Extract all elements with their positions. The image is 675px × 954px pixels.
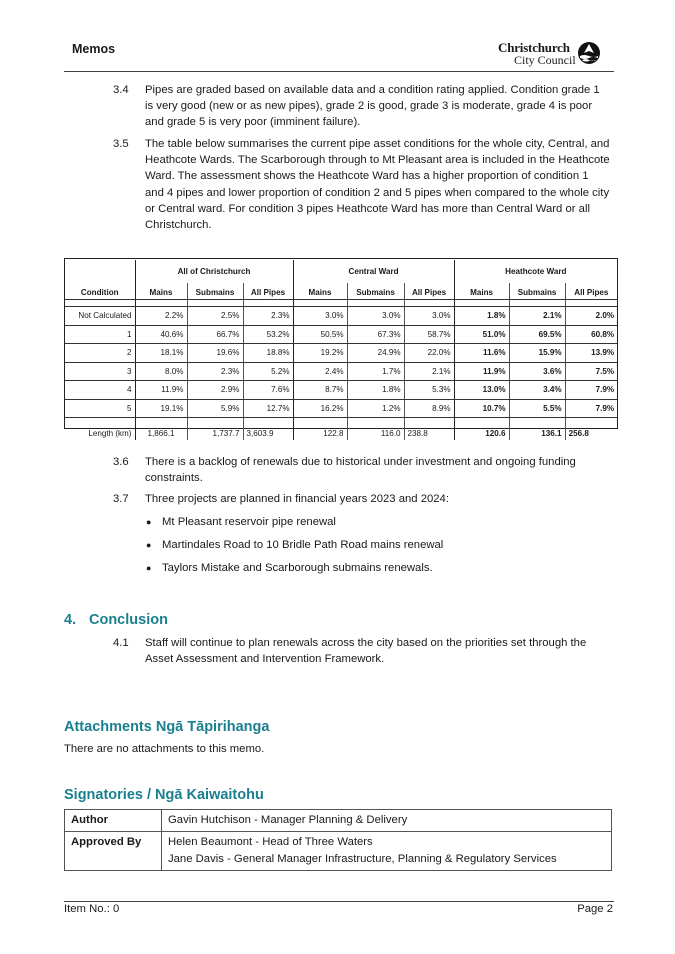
group-header: All of Christchurch bbox=[135, 260, 293, 283]
section-title: Conclusion bbox=[89, 612, 168, 628]
table-row bbox=[65, 362, 617, 381]
item-number: 4.1 bbox=[113, 637, 129, 649]
table-row bbox=[65, 344, 617, 363]
row-condition: 2 bbox=[65, 344, 135, 363]
table-cell: 1.2% bbox=[347, 399, 404, 418]
table-row bbox=[65, 832, 612, 871]
table-cell: 7.5% bbox=[565, 362, 617, 381]
table-cell: 3.0% bbox=[347, 307, 404, 326]
section-number: 4. bbox=[64, 612, 77, 628]
table-cell: 50.5% bbox=[293, 325, 347, 344]
item-text: There is a backlog of renewals due to historical under investment and ongoing funding constraints. bbox=[145, 456, 576, 485]
table-cell: 8.0% bbox=[135, 362, 187, 381]
council-logo bbox=[498, 40, 602, 68]
table-cell: 1,737.7 bbox=[187, 418, 243, 441]
table-row-length bbox=[65, 418, 617, 441]
footer-item-number: Item No.: 0 bbox=[64, 903, 120, 915]
table-cell: 11.9% bbox=[454, 362, 509, 381]
table-cell: 120.6 bbox=[454, 418, 509, 441]
table-row bbox=[65, 381, 617, 400]
footer-page-number: Page 2 bbox=[577, 903, 613, 915]
column-header: Submains bbox=[347, 283, 404, 300]
table-cell: 60.8% bbox=[565, 325, 617, 344]
table-row bbox=[65, 399, 617, 418]
row-condition: 1 bbox=[65, 325, 135, 344]
table-cell: 5.5% bbox=[509, 399, 565, 418]
column-header: Submains bbox=[187, 283, 243, 300]
approver: Helen Beaumont - Head of Three Waters bbox=[168, 836, 373, 848]
table-cell: 66.7% bbox=[187, 325, 243, 344]
table-cell: 58.7% bbox=[404, 325, 454, 344]
column-header: Mains bbox=[293, 283, 347, 300]
column-header: All Pipes bbox=[404, 283, 454, 300]
table-cell: 1.8% bbox=[454, 307, 509, 326]
table-row bbox=[65, 307, 617, 326]
table-cell: 5.9% bbox=[187, 399, 243, 418]
author-label: Author bbox=[65, 810, 162, 832]
table-cell: 11.6% bbox=[454, 344, 509, 363]
table-cell: 16.2% bbox=[293, 399, 347, 418]
item-number: 3.7 bbox=[113, 493, 129, 505]
table-row bbox=[65, 810, 612, 832]
table-cell: 10.7% bbox=[454, 399, 509, 418]
table-cell: 1.8% bbox=[347, 381, 404, 400]
table-cell: 8.9% bbox=[404, 399, 454, 418]
table-cell: 40.6% bbox=[135, 325, 187, 344]
table-cell: 122.8 bbox=[293, 418, 347, 441]
row-condition: Length (km) bbox=[88, 429, 132, 438]
table-cell: 18.8% bbox=[243, 344, 293, 363]
table-cell: 2.1% bbox=[404, 362, 454, 381]
table-cell: 3,603.9 bbox=[243, 418, 293, 441]
header-title: Memos bbox=[72, 42, 116, 56]
bullet-icon: ● bbox=[146, 540, 152, 550]
table-cell: 3.0% bbox=[293, 307, 347, 326]
table-cell: 2.4% bbox=[293, 362, 347, 381]
table-cell: 13.0% bbox=[454, 381, 509, 400]
attachments-heading: Attachments Ngā Tāpirihanga bbox=[64, 719, 270, 735]
column-header: All Pipes bbox=[243, 283, 293, 300]
table-cell: 2.1% bbox=[509, 307, 565, 326]
signatories-heading: Signatories / Ngā Kaiwaitohu bbox=[64, 787, 264, 803]
bullet-icon: ● bbox=[146, 563, 152, 573]
table-cell: 1,866.1 bbox=[135, 418, 187, 441]
row-condition: Not Calculated bbox=[65, 307, 135, 326]
row-condition: 3 bbox=[65, 362, 135, 381]
table-cell: 238.8 bbox=[404, 418, 454, 441]
table-cell: 2.0% bbox=[565, 307, 617, 326]
item-number: 3.4 bbox=[113, 84, 129, 96]
group-header: Heathcote Ward bbox=[454, 260, 617, 283]
table-cell: 136.1 bbox=[509, 418, 565, 441]
table-cell: 18.1% bbox=[135, 344, 187, 363]
table-cell: 12.7% bbox=[243, 399, 293, 418]
signatories-table bbox=[64, 809, 612, 871]
table-cell: 2.5% bbox=[187, 307, 243, 326]
footer-rule bbox=[64, 901, 614, 902]
item-text: The table below summarises the current pipe asset conditions for the whole city, Central, and Heathcote Wards. The Scarborough through to Mt Pleasant area is included in the Heathcote Ward. The assessment shows the Heathcote Ward has a higher proportion of condition 1 and 4 pipes and lower proportion of condition 2 and 5 pipes when compared to the whole city or Central ward. For condition 3 pipes Heathcote Ward has more than Central Ward or all Christchurch. bbox=[145, 138, 610, 232]
column-header: Mains bbox=[454, 283, 509, 300]
column-header: All Pipes bbox=[565, 283, 617, 300]
table-cell: 2.9% bbox=[187, 381, 243, 400]
table-cell: 7.9% bbox=[565, 381, 617, 400]
column-header: Mains bbox=[135, 283, 187, 300]
table-cell: 7.9% bbox=[565, 399, 617, 418]
approved-label: Approved By bbox=[65, 832, 162, 871]
header-rule bbox=[64, 71, 614, 72]
table-cell: 256.8 bbox=[565, 418, 617, 441]
table-cell: 8.7% bbox=[293, 381, 347, 400]
council-emblem-icon bbox=[577, 41, 601, 65]
list-item: Mt Pleasant reservoir pipe renewal bbox=[162, 516, 336, 528]
table-cell: 69.5% bbox=[509, 325, 565, 344]
table-cell: 5.2% bbox=[243, 362, 293, 381]
table-row bbox=[65, 325, 617, 344]
column-header: Submains bbox=[509, 283, 565, 300]
table-cell: 19.2% bbox=[293, 344, 347, 363]
table-cell: 5.3% bbox=[404, 381, 454, 400]
item-text: Staff will continue to plan renewals across the city based on the priorities set through the Asset Assessment and Intervention Framework. bbox=[145, 637, 587, 666]
table-cell: 11.9% bbox=[135, 381, 187, 400]
table-cell: 7.6% bbox=[243, 381, 293, 400]
table-cell: 67.3% bbox=[347, 325, 404, 344]
author-value: Gavin Hutchison - Manager Planning & Delivery bbox=[162, 810, 612, 832]
table-group-header bbox=[65, 260, 617, 283]
table-cell: 1.7% bbox=[347, 362, 404, 381]
table-cell: 24.9% bbox=[347, 344, 404, 363]
pipe-condition-table bbox=[65, 260, 617, 440]
row-condition: 4 bbox=[65, 381, 135, 400]
logo-line-2: City Council bbox=[514, 53, 576, 67]
row-condition: 5 bbox=[65, 399, 135, 418]
column-header: Condition bbox=[65, 283, 135, 300]
table-cell: 3.4% bbox=[509, 381, 565, 400]
list-item: Martindales Road to 10 Bridle Path Road mains renewal bbox=[162, 539, 444, 551]
bullet-icon: ● bbox=[146, 517, 152, 527]
logo-line-1: Christchurch bbox=[498, 40, 570, 55]
table-cell: 3.6% bbox=[509, 362, 565, 381]
table-cell: 51.0% bbox=[454, 325, 509, 344]
table-cell: 53.2% bbox=[243, 325, 293, 344]
table-cell: 13.9% bbox=[565, 344, 617, 363]
list-item: Taylors Mistake and Scarborough submains renewals. bbox=[162, 562, 433, 574]
table-cell: 2.3% bbox=[243, 307, 293, 326]
table-cell: 19.1% bbox=[135, 399, 187, 418]
table-cell: 2.3% bbox=[187, 362, 243, 381]
table-column-header bbox=[65, 283, 617, 300]
table-cell: 3.0% bbox=[404, 307, 454, 326]
attachments-text: There are no attachments to this memo. bbox=[64, 743, 265, 755]
table-cell: 15.9% bbox=[509, 344, 565, 363]
item-number: 3.6 bbox=[113, 456, 129, 468]
table-cell: 22.0% bbox=[404, 344, 454, 363]
table-cell: 116.0 bbox=[347, 418, 404, 441]
approver: Jane Davis - General Manager Infrastructure, Planning & Regulatory Services bbox=[168, 853, 557, 865]
item-number: 3.5 bbox=[113, 138, 129, 150]
group-header: Central Ward bbox=[293, 260, 454, 283]
item-text: Three projects are planned in financial years 2023 and 2024: bbox=[145, 493, 449, 505]
table-cell: 19.6% bbox=[187, 344, 243, 363]
item-text: Pipes are graded based on available data and a condition rating applied. Condition grade 1 is very good (new or as new pipes), grade 2 is good, grade 3 is moderate, grade 4 is poor and grade 5 is very poor (imminent failure). bbox=[145, 84, 600, 129]
table-cell: 2.2% bbox=[135, 307, 187, 326]
